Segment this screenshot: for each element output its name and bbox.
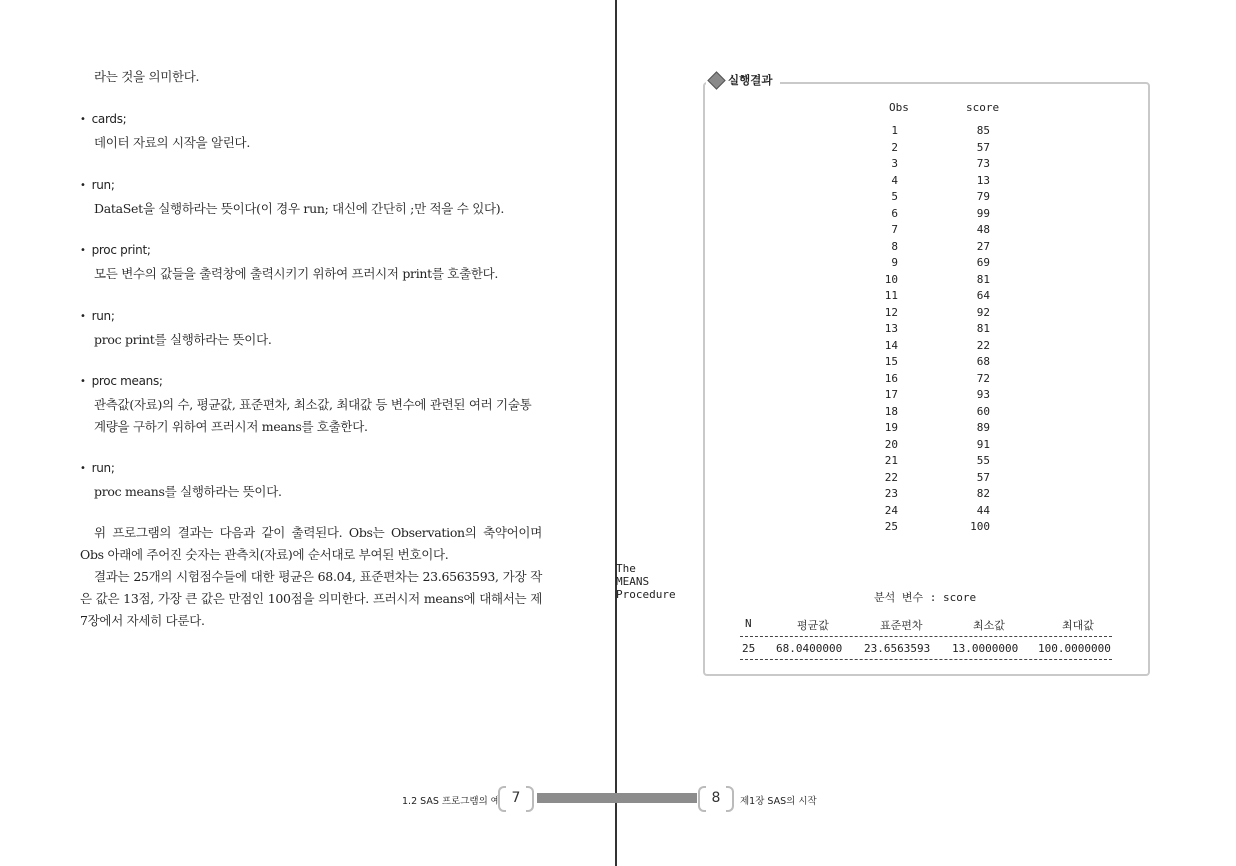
obs-cell: 24 — [884, 504, 898, 517]
score-cell: 81 — [976, 322, 990, 335]
score-cell: 13 — [976, 174, 990, 187]
stat-value-n: 25 — [742, 642, 756, 655]
obs-cell: 15 — [884, 355, 898, 368]
item-desc: proc means를 실행하라는 뜻이다. — [94, 484, 282, 499]
score-cell: 57 — [976, 471, 990, 484]
obs-cell: 12 — [884, 306, 898, 319]
obs-cell: 6 — [891, 207, 898, 220]
item-code: • cards; — [80, 112, 550, 126]
obs-cell: 8 — [891, 240, 898, 253]
obs-cell: 1 — [891, 124, 898, 137]
score-cell: 72 — [976, 372, 990, 385]
score-cell: 68 — [976, 355, 990, 368]
score-cell: 81 — [976, 273, 990, 286]
obs-cell: 11 — [884, 289, 898, 302]
paragraph: 결과는 25개의 시험점수들에 대한 평균은 68.04, 표준편차는 23.6563593, 가장 작은 값은 13점, 가장 큰 값은 만점인 100점을 의미한다. 프러시저 means에 대해서는 제7장에서 자세히 다룬다. — [80, 569, 542, 628]
intro-text: 라는 것을 의미한다. — [94, 69, 200, 84]
score-cell: 69 — [976, 256, 990, 269]
score-cell: 55 — [976, 454, 990, 467]
obs-cell: 21 — [884, 454, 898, 467]
item-desc: 모든 변수의 값들을 출력창에 출력시키기 위하여 프러시저 print를 호출한다. — [94, 266, 499, 281]
score-cell: 79 — [976, 190, 990, 203]
obs-cell: 5 — [891, 190, 898, 203]
score-cell: 89 — [976, 421, 990, 434]
stat-value-std: 23.6563593 — [864, 642, 931, 655]
list-item — [80, 309, 550, 351]
paragraph: 위 프로그램의 결과는 다음과 같이 출력된다. Obs는 Observation의 축약어이며 Obs 아래에 주어진 숫자는 관측치(자료)에 순서대로 부여된 번호이다. — [80, 525, 542, 562]
result-tab — [706, 70, 780, 90]
score-cell: 64 — [976, 289, 990, 302]
list-item — [80, 461, 550, 503]
score-cell: 48 — [976, 223, 990, 236]
score-cell: 91 — [976, 438, 990, 451]
obs-cell: 19 — [884, 421, 898, 434]
means-title: The MEANS Procedure — [616, 562, 676, 601]
stat-value-max: 100.0000000 — [1038, 642, 1111, 655]
score-cell: 73 — [976, 157, 990, 170]
stat-value-min: 13.0000000 — [952, 642, 1019, 655]
obs-cell: 22 — [884, 471, 898, 484]
score-cell: 27 — [976, 240, 990, 253]
item-code: • proc print; — [80, 243, 550, 257]
obs-cell: 3 — [891, 157, 898, 170]
score-cell: 60 — [976, 405, 990, 418]
score-cell: 99 — [976, 207, 990, 220]
obs-cell: 17 — [884, 388, 898, 401]
score-cell: 93 — [976, 388, 990, 401]
divider — [740, 636, 1112, 637]
obs-cell: 16 — [884, 372, 898, 385]
obs-cell: 10 — [884, 273, 898, 286]
list-item — [80, 112, 550, 154]
left-page-number: 7 — [498, 786, 534, 810]
footer-section-title: 1.2 SAS 프로그램의 예 — [402, 796, 500, 807]
score-cell: 44 — [976, 504, 990, 517]
stat-header-std: 표준편차 — [880, 619, 923, 632]
item-code: • proc means; — [80, 374, 550, 388]
score-cell: 22 — [976, 339, 990, 352]
score-cell: 100 — [970, 520, 990, 533]
item-code: • run; — [80, 461, 550, 475]
obs-cell: 25 — [884, 520, 898, 533]
item-code: • run; — [80, 309, 550, 323]
footer-bar — [537, 793, 697, 803]
item-code: • run; — [80, 178, 550, 192]
book-spine — [615, 0, 617, 866]
item-desc: 관측값(자료)의 수, 평균값, 표준편차, 최소값, 최대값 등 변수에 관련된 여러 기술통계량을 구하기 위하여 프러시저 means를 호출한다. — [94, 397, 532, 434]
stat-header-n: N — [745, 617, 752, 630]
obs-cell: 2 — [891, 141, 898, 154]
score-cell: 57 — [976, 141, 990, 154]
col-header-score: score — [966, 101, 1000, 114]
obs-cell: 14 — [884, 339, 898, 352]
obs-cell: 20 — [884, 438, 898, 451]
stat-header-max: 최대값 — [1062, 619, 1094, 632]
item-desc: DataSet을 실행하라는 뜻이다(이 경우 run; 대신에 간단히 ;만 적을 수 있다). — [94, 201, 504, 216]
item-desc: 데이터 자료의 시작을 알린다. — [94, 135, 250, 150]
analysis-variable: 분석 변수 : score — [874, 591, 977, 604]
result-tab-label: 실행결과 — [728, 73, 773, 87]
score-cell: 82 — [976, 487, 990, 500]
list-item — [80, 374, 550, 438]
stat-header-mean: 평균값 — [797, 619, 829, 632]
obs-cell: 18 — [884, 405, 898, 418]
obs-cell: 23 — [884, 487, 898, 500]
score-cell: 85 — [976, 124, 990, 137]
stat-header-min: 최소값 — [973, 619, 1005, 632]
stat-value-mean: 68.0400000 — [776, 642, 843, 655]
footer-chapter-title: 제1장 SAS의 시작 — [740, 796, 817, 807]
item-desc: proc print를 실행하라는 뜻이다. — [94, 332, 272, 347]
obs-cell: 7 — [891, 223, 898, 236]
result-box — [703, 82, 1150, 676]
list-item — [80, 178, 550, 220]
obs-cell: 9 — [891, 256, 898, 269]
list-item — [80, 243, 550, 285]
score-cell: 92 — [976, 306, 990, 319]
pencil-icon — [707, 71, 725, 89]
col-header-obs: Obs — [889, 101, 909, 114]
divider — [740, 659, 1112, 660]
obs-cell: 13 — [884, 322, 898, 335]
right-page-number: 8 — [698, 786, 734, 810]
obs-cell: 4 — [891, 174, 898, 187]
